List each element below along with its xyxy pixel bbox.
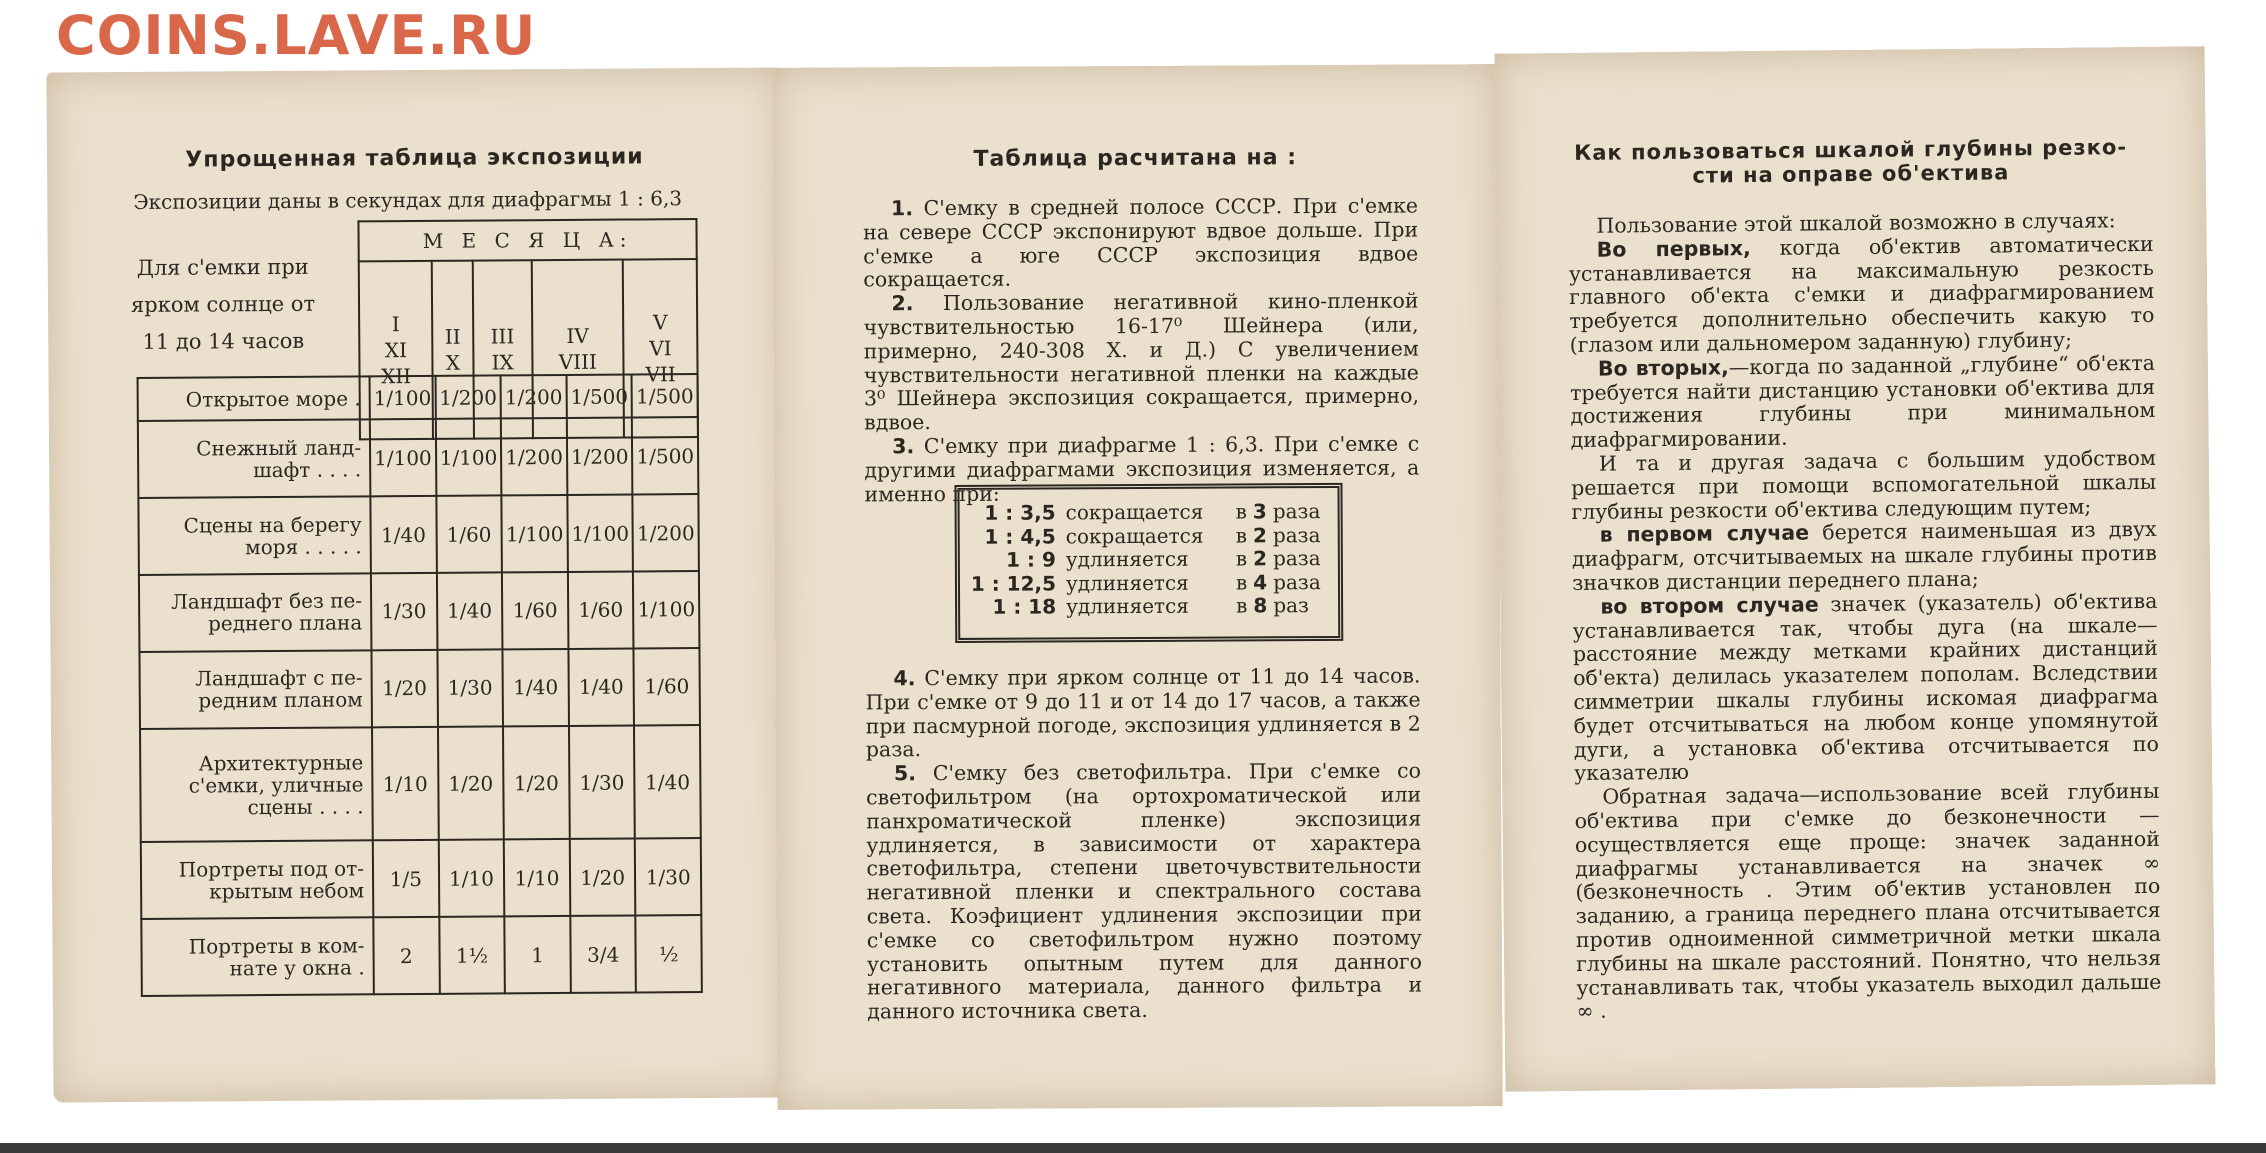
calculation-title: Таблица расчитана на : [973,145,1298,172]
scene-label: реднего плана [207,610,363,636]
exposure-value: 1/200 [633,494,699,571]
aperture-unit: раза [1272,522,1321,547]
page-exposure-table [46,67,788,1102]
aperture-ratio: 1 : 9 [1006,547,1056,572]
aperture-row [966,547,1321,572]
paragraph-text: значек (указатель) об'ектива устанавливается так, чтобы дуга (на шкале—расстояние между метками крайних дистанций об'екта) делилась указателем пополам. Вследствии симметрии шкалы глубины искомая диафрагма будет отсчитываться на любом конце упомянутой дуги, а установка об'ектива отсчитывается по указателю [1572,588,2159,786]
exposure-value: 1/100 [370,376,436,420]
item-text: С'емку при диафрагме 1 : 6,3. При с'емке с другими диафрагмами экспозиция изменяется, а именно при: [864,431,1420,506]
exposure-value: 1/100 [633,571,699,648]
aperture-preposition: в [1235,546,1248,571]
depth-scale-title [1526,135,2176,190]
aperture-count: 4 [1253,569,1268,594]
exposure-value: 1/200 [501,375,567,419]
scene-label: Снежный ланд- [196,435,362,461]
exposure-value: 1/500 [632,417,698,494]
table-row [141,915,702,996]
month-label: VII [645,362,676,387]
emphasis: в первом случае [1599,520,1810,548]
page-calculation-notes [772,64,1502,1110]
aperture-action: удлиняется [1065,546,1189,572]
month-label: IV [566,323,589,348]
aperture-row [966,500,1321,525]
exposure-value: 1/60 [568,572,634,649]
table-row [138,374,698,421]
scene-cell [138,376,370,421]
aperture-preposition: в [1236,593,1248,618]
aperture-action: удлиняется [1065,570,1189,595]
aperture-preposition: в [1235,569,1248,594]
exposure-value: 1/40 [437,572,503,649]
table-row [141,838,702,919]
scene-cell [139,573,372,651]
exposure-value: 1/40 [568,648,634,725]
aperture-row [966,524,1321,549]
exposure-value: 1/5 [373,840,439,917]
item-text: С'емку при ярком солнце от 11 до 14 часов. При с'емке от 9 до 11 и от 14 до 17 часов, а также при пасмурной погоде, экспозиция удлиняется в 2 раза. [865,663,1421,762]
paragraph [1572,590,2159,786]
scene-cell [141,841,374,919]
scene-label: шафт . . . . [252,457,362,482]
condition-line: Для с'емки при [136,254,309,280]
exposure-value: 1/10 [372,727,438,841]
condition-line: 11 до 14 часов [142,328,305,354]
aperture-count: 2 [1253,546,1268,571]
emphasis: Во первых, [1596,235,1752,262]
exposure-value: 1 [505,916,571,993]
scene-label: сцены . . . . [247,793,364,819]
exposure-value: 1/60 [436,496,502,573]
scene-label: нате у окна . [229,954,365,980]
months-header: М Е С Я Ц А: [358,219,696,261]
table-row [138,494,699,575]
scene-label: крытым небом [209,878,365,904]
aperture-preposition: в [1235,522,1248,547]
paragraph: Пользование этой шкалой возможно в случаях: [1596,208,2116,238]
condition-line: ярком солнце от [130,291,316,317]
paragraph [1572,518,2158,596]
aperture-unit: раза [1272,546,1321,571]
exposure-table-title: Упрощенная таблица экспозиции [185,144,644,173]
month-label: II [444,324,461,349]
month-label: VI [649,336,672,361]
item-text: С'емку в средней полосе СССР. При с'емке на севере СССР экспонируют вдвое дольше. При с'емке а юге СССР экспозиция вдвое сокращается. [863,193,1419,292]
aperture-row [966,594,1321,619]
exposure-value: 1/200 [501,418,567,495]
aperture-unit: раз [1273,593,1309,618]
calculation-items-top [863,195,1420,507]
aperture-count: 2 [1252,522,1267,547]
numbered-item [863,195,1418,293]
scanner-edge [0,1143,2266,1153]
paragraph: И та и другая задача с большим удобством решается при помощи вспомогательной шкалы глубины резкости об'ектива следующим путем; [1571,445,2157,524]
depth-scale-title-line: сти на оправе об'ектива [1692,160,2010,188]
depth-scale-text [1568,209,2161,1024]
exposure-value: 1/10 [438,840,504,917]
aperture-row [966,571,1321,596]
exposure-value: 1½ [439,917,505,994]
exposure-value: 1/30 [569,725,635,839]
paragraph-text: —когда по заданной „глубине“ об'екта требуется найти дистанцию установки об'ектива для достижения глубины при минимальном диафрагмировании. [1570,350,2156,453]
month-label: IX [491,350,514,375]
table-row [139,648,700,729]
exposure-value: 1/100 [435,419,501,496]
exposure-value: 1/60 [502,572,568,649]
scene-label: Архитектурные [198,749,364,776]
month-label: III [490,324,515,349]
exposure-value: 1/500 [632,374,698,418]
scene-label: Открытое море . [185,386,361,412]
paragraph-text: когда об'ектив автоматически устанавливается на максимальную резкость главного об'екта с'емки и диафрагмированием требуется дополнительно обеспечить какую то (глазом или дальномером заданную) глубину; [1568,231,2155,357]
scene-label: Ландшафт с пе- [195,665,363,691]
paragraph [1570,352,2156,453]
exposure-value: 1/100 [567,495,633,572]
aperture-table [954,483,1343,643]
exposure-value: ½ [636,915,702,992]
month-label: I [391,312,400,337]
aperture-ratio: 1 : 3,5 [984,500,1056,525]
aperture-ratio: 1 : 12,5 [970,570,1057,596]
page-depth-scale [1495,46,2216,1091]
exposure-value: 1/40 [370,496,436,573]
item-number: 3. [892,434,915,459]
aperture-ratio: 1 : 18 [992,594,1057,619]
exposure-value: 2 [373,917,439,994]
scene-label: Ландшафт без пе- [171,588,363,615]
scene-cell [139,650,372,728]
scene-label: редним планом [198,687,363,713]
exposure-value: 1/100 [370,419,436,496]
month-label: XI [384,338,408,363]
exposure-value: 1/30 [635,838,701,915]
scene-label: с'емки, уличные [188,771,364,798]
month-label: V [652,310,668,335]
scene-label: Портреты под от- [178,856,365,882]
calculation-items-bottom [865,665,1422,1025]
exposure-value: 1/20 [438,726,504,840]
item-number: 5. [893,761,917,786]
watermark: COINS.LAVE.RU [56,4,537,67]
month-label: VIII [558,349,597,375]
month-label: X [445,350,461,375]
aperture-action: удлиняется [1066,593,1189,619]
exposure-value: 1/200 [435,375,501,419]
scene-cell [138,497,371,575]
exposure-value: 1/20 [371,650,437,727]
table-row [138,417,699,498]
emphasis: во втором случае [1600,592,1819,619]
aperture-ratio: 1 : 4,5 [984,523,1056,549]
aperture-count: 3 [1252,499,1267,524]
exposure-value: 1/200 [567,418,633,495]
item-text: С'емку без светофильтра. При с'емке со светофильтром (на ортохроматической или панхроматической пленке) экспозиция удлиняется, в зависимости от характера светофильтра, степени цветочувствительности негативной пленки и спектрального состава света. Коэфициент удлинения экспозиции при с'емке со светофильтром нужно поэтому установить опытным путем для данного негативного материала, данного фильтра и данного источника света. [866,758,1423,1024]
scene-cell [138,420,371,498]
exposure-value: 1/60 [634,648,700,725]
exposure-value: 1/40 [503,649,569,726]
item-text: Пользование негативной кино-пленкой чувствительностью 16-17⁰ Шейнера (или, примерно, 240-308 Х. и Д.) С увеличением чувствительности негативной пленки на каждые 3⁰ Шейнера экспозиция сокращается, примерно, вдвое. [863,288,1420,435]
scene-label: Сцены на берегу [183,512,362,538]
emphasis: Во вторых, [1597,355,1729,381]
aperture-preposition: в [1235,499,1247,524]
item-number: 4. [893,666,916,691]
exposure-value: 1/10 [504,839,570,916]
exposure-value: 1/30 [371,573,437,650]
scene-label: Портреты в ком- [188,932,365,959]
aperture-action: сокращается [1065,499,1204,525]
exposure-value: 1/40 [634,725,700,839]
exposure-value: 1/20 [503,726,569,840]
table-row [139,571,700,652]
scene-cell [140,727,373,842]
exposure-value: 3/4 [570,916,636,993]
scene-cell [141,917,374,995]
numbered-item [866,760,1422,1025]
aperture-action: сокращается [1065,523,1204,548]
exposure-value: 1/500 [566,374,632,418]
table-row [140,725,701,842]
exposure-value: 1/100 [502,495,568,572]
exposure-table [137,373,703,997]
aperture-unit: раза [1272,499,1321,524]
month-label: XII [381,364,412,389]
condition-block [118,249,329,361]
paragraph [1569,233,2155,358]
scene-label: моря . . . . . [245,534,362,559]
item-number: 2. [891,291,914,316]
item-number: 1. [890,196,914,221]
aperture-count: 8 [1253,593,1268,618]
depth-scale-title-line: Как пользоваться шкалой глубины резко- [1574,135,2128,165]
aperture-unit: раза [1273,569,1321,594]
exposure-table-subtitle: Экспозиции даны в секундах для диафрагмы 1 : 6,3 [133,186,683,214]
paragraph-text: берется наименьшая из двух диафрагм, отсчитываемых на шкале глубины против значков дистанции переднего плана; [1571,517,2157,595]
numbered-item [863,290,1419,436]
numbered-item [865,665,1420,763]
exposure-value: 1/30 [437,649,503,726]
paragraph: Обратная задача—использование всей глубины об'ектива при с'емке до безконечности — осуществляется еще проще: значек заданной диафрагмы устанавливается на значек ∞ (безконечность . Этим об'ектив установлен по заданию, а граница переднего плана отсчитывается против одноименной симметричной метки шкала глубины на шкале расстояний. Понятно, что нельзя устанавливать так, чтобы указатель выходил дальше ∞ . [1574,778,2162,1024]
exposure-value: 1/20 [570,839,636,916]
